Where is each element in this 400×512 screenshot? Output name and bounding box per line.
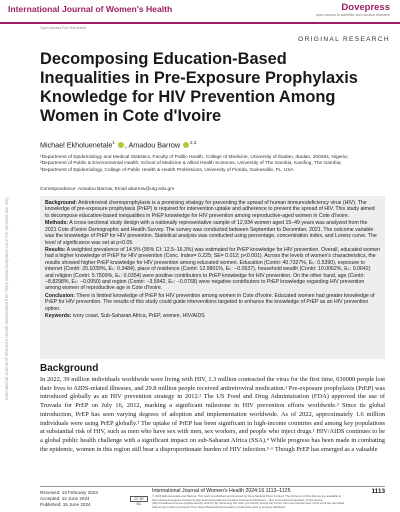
- abstract-text: There is limited knowledge of PrEP for HIV prevention among women in Cote d'Ivoire. Educated women had greater knowledge of PrEP for HIV prevention. The results of this study could guide interventions targeted to enhance the knowledge of PrEP as an HIV prevention option.: [45, 292, 375, 312]
- affiliation-line: ²Department of Public & Environmental Health, School of Medicine & Allied Health Sciences, University of The Gambia, Kanifing, The Gambia;: [40, 161, 342, 167]
- author-affil-ref: 2,3: [190, 140, 197, 145]
- published-date: Published: 15 June 2024: [40, 501, 91, 507]
- affiliations: [40, 155, 380, 174]
- abstract-text: ivory coast, Sub-Saharan Africa, PrEP, women, HIV/AIDS: [72, 312, 205, 319]
- abstract-label: Background:: [45, 200, 77, 206]
- cc-license-icon[interactable]: CC BY NC: [130, 496, 148, 502]
- author-list: [40, 140, 196, 149]
- page-header: [0, 0, 400, 22]
- article-title: Decomposing Education-Based Inequalities in Pre-Exposure Prophylaxis Knowledge for HIV Prevention Among Women in Cote d'Ivoire: [40, 50, 358, 125]
- footer-journal: International Journal of Women's Health 2024:16 1113–1125: [152, 488, 291, 494]
- abstract-results: [45, 247, 380, 292]
- abstract-text: A weighted prevalence of 14.5% (95% CI: 12.5–16.3%) was estimated for PrEP knowledge for HIV prevention. Overall, educated women had a higher knowledge of PrEP for HIV prevention (Conc. Index= 0.225; SE= 0.012; p<0.001). Across the levels of women's characteristics, the results showed higher PrEP knowledge for HIV prevention among educated women. Education (Contri: 40.7327%, Eₖ: 0.5390), exposure to internet (Contri: 20.1039%, Eₖ: 0.3484), place of residence (Contri: 12.9801%, Eₖ: −0.0537), household wealth (Contri: 10.0062%, Eₖ: 0.0642) and religion (Contri: 5.7509%, Eₖ: 0.0354) were positive contributors to PrEP knowledge for HIV prevention. On the other hand, age (Contri: −8.8298%, Eₖ: −0.0950) and region (Contri: −3.5942, Eₖ: −0.0768) were negative contributors to PrEP knowledge regarding HIV prevention among women of reproductive age in Cote d'Ivoire.: [45, 246, 380, 292]
- publisher-logo: [316, 2, 390, 17]
- abstract-methods: [45, 220, 380, 246]
- open-access-note: Open Access Full Text Article: [40, 26, 87, 30]
- author-affil-ref: 1: [112, 140, 115, 145]
- section-heading: Background: [40, 363, 99, 374]
- orcid-icon[interactable]: [183, 142, 189, 148]
- author-name[interactable]: Amadou Barrow: [128, 140, 181, 150]
- abstract-background: [45, 200, 380, 219]
- abstract-conclusion: [45, 293, 380, 312]
- abstract-label: Methods:: [45, 220, 69, 227]
- article-dates: [40, 490, 98, 507]
- abstract-label: Conclusion:: [45, 292, 75, 299]
- abstract-label: Keywords:: [45, 312, 72, 319]
- footer-rule: [40, 486, 385, 487]
- article-type: ORIGINAL RESEARCH: [298, 36, 390, 43]
- abstract-keywords: [45, 313, 380, 319]
- journal-name: International Journal of Women's Health: [8, 4, 173, 14]
- abstract-label: Results:: [45, 246, 66, 253]
- section-body: In 2022, 39 million individuals worldwide were living with HIV, 1.3 million contracted the virus for the first time, 630000 people lost their lives to AIDS-related illnesses, and 29.8 million people received antiretroviral medication.¹ Pre-exposure prophylaxis (PrEP) was introduced globally as an HIV prevention strategy in 2012.² The US Food and Drug Administration (FDA) approved the use of Truvada for PrEP on July 16, 2012, marking a significant milestone in HIV prevention efforts worldwide.³ Since its global introduction, PrEP has seen varying degrees of adoption and implementation worldwide. As of 2022, approximately 1.6 million individuals were using PrEP globally.¹ The uptake of PrEP has been significant in high-income countries and among key populations at substantial risk of HIV, such as men who have sex with men, sex workers, and people who inject drugs.¹ HIV/AIDS continues to be a global public health challenge with a significant impact on sub-Saharan Africa (SSA).⁴ While progress has been made in combating the epidemic, women in this region still bear a disproportionate burden of HIV infection.⁵·⁶ Though PrEP has emerged as a valuable: [40, 376, 385, 453]
- download-watermark: [4, 70, 12, 400]
- accepted-date: Accepted: 12 June 2024: [40, 495, 90, 501]
- abstract-box: [40, 196, 385, 359]
- download-watermark-text: International Journal of Women's Health downloaded from https://www.dovepress.com/ For personal use only.: [4, 196, 9, 400]
- page-number: 1113: [371, 488, 385, 495]
- affiliation-line: ¹Department of Epidemiology and Medical Statistics, Faculty of Public Health, College of Medicine, University of Ibadan, Ibadan, 200284, Nigeria;: [40, 155, 348, 160]
- received-date: Received: 13 February 2024: [40, 490, 98, 495]
- affiliation-line: ³Department of Epidemiology, College of Public Health & Health Professions, University of Florida, Gainesville, FL, USA: [40, 167, 294, 173]
- license-text: © 2024 Ekholuenetale and Barrow. This work is published and licensed by Dove Medical Press Limited. The full terms of this license are available at https://www.dovepress.com/terms.php and incorporate the Creative Commons Attribution – Non Commercial (unported, v3.0) License (http://creativecommons.org/licenses/by-nc/3.0/). By accessing the work you hereby accept the Terms. Non-commercial uses of the work are permitted without any further permission from Dove Medical Press Limited, provided the work is properly attributed.: [152, 494, 345, 509]
- header-rule: [0, 22, 400, 24]
- abstract-text: A cross-sectional study design with a nationally representative sample of 12,934 women aged 15–49 years was analyzed from the 2021 Cote d'Ivoire Demographic and Health Survey. The survey was conducted between September to December, 2021. The outcome variable was the knowledge of PrEP for HIV prevention. Statistical analysis was conducted using percentage, concentration index, and Lorenz curve. The level of significance was set at p<0.05.: [45, 220, 377, 246]
- orcid-icon[interactable]: [118, 142, 124, 148]
- publisher-tagline: open access to scientific and medical research: [315, 13, 390, 17]
- author-separator: ,: [124, 140, 127, 150]
- publisher-name: Dovepress: [341, 2, 390, 13]
- abstract-text: Antiretroviral chemoprophylaxis is a promising strategy for preventing the spread of human immunodeficiency virus (HIV). The knowledge of pre-exposure prophylaxis (PrEP) is required for intervention uptake and adherence to prevent the spread of HIV. This study aimed to decompose education-based inequalities in PrEP knowledge for HIV prevention among reproductive-aged women in Cote d'Ivoire.: [45, 200, 375, 219]
- correspondence: Correspondence: Amadou Barrow, Email abarrow@utg.edu.gm: [40, 187, 175, 192]
- author-name[interactable]: Michael Ekholuenetale: [40, 140, 113, 150]
